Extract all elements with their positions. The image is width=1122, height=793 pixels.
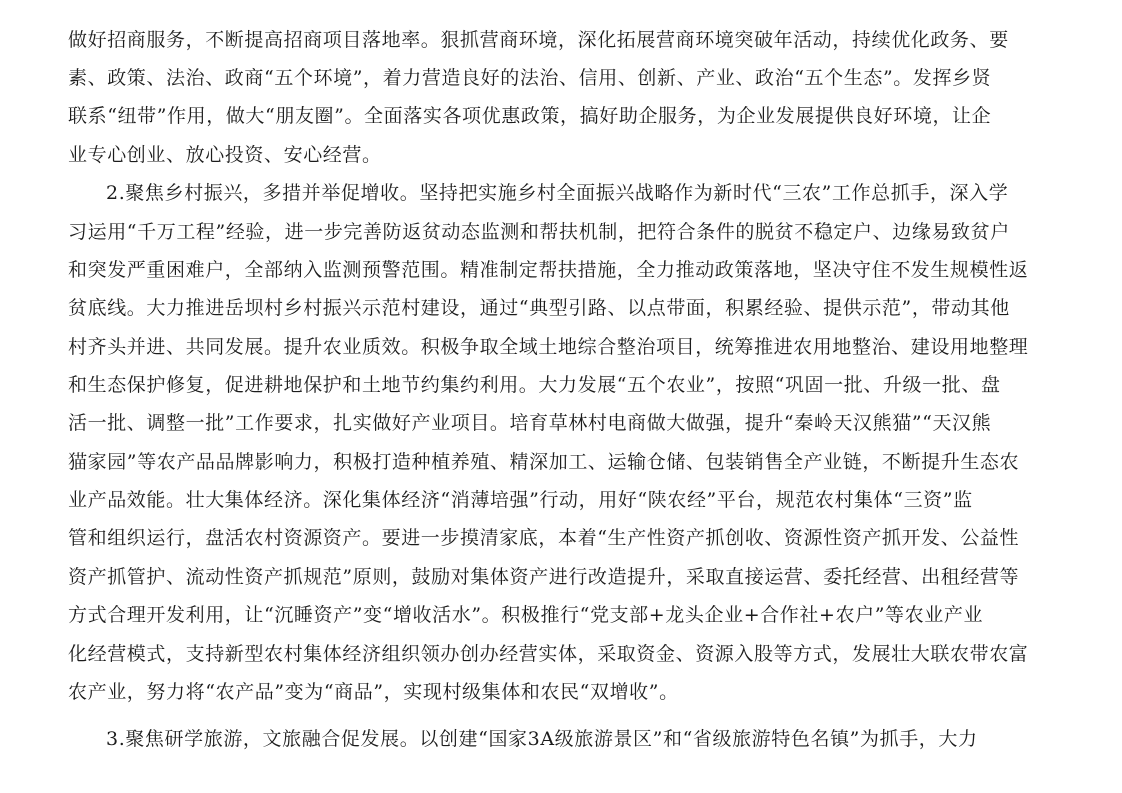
text-line: 农产业，努力将“农产品”变为“商品”，实现村级集体和农民“双增收”。 xyxy=(68,681,679,703)
text-line: 联系“纽带”作用，做大“朋友圈”。全面落实各项优惠政策，搞好助企服务，为企业发展提供良好环境，让企 xyxy=(68,105,992,127)
text-line: 活一批、调整一批”工作要求，扎实做好产业项目。培育草林村电商做大做强，提升“秦岭天汉熊猫”“天汉熊 xyxy=(68,412,992,434)
paragraph-start-line: 3.聚焦研学旅游，文旅融合促发展。以创建“国家3A级旅游景区”和“省级旅游特色名镇”为抓手，大力 xyxy=(106,728,978,750)
text-line: 村齐头并进、共同发展。提升农业质效。积极争取全域土地综合整治项目，统筹推进农用地整治、建设用地整理 xyxy=(68,336,1029,358)
text-line: 猫家园”等农产品品牌影响力，积极打造种植养殖、精深加工、运输仓储、包装销售全产业链，不断提升生态农 xyxy=(68,451,1020,473)
text-line: 方式合理开发利用，让“沉睡资产”变“增收活水”。积极推行“党支部+龙头企业+合作社+农户”等农业产业 xyxy=(68,604,984,626)
text-line: 和生态保护修复，促进耕地保护和土地节约集约利用。大力发展“五个农业”，按照“巩固一批、升级一批、盘 xyxy=(68,374,1001,396)
text-line: 资产抓管护、流动性资产抓规范”原则，鼓励对集体资产进行改造提升，采取直接运营、委托经营、出租经营等 xyxy=(68,566,1020,588)
text-line: 管和组织运行，盘活农村资源资产。要进一步摸清家底，本着“生产性资产抓创收、资源性资产抓开发、公益性 xyxy=(68,527,1020,549)
text-line: 习运用“千万工程”经验，进一步完善防返贫动态监测和帮扶机制，把符合条件的脱贫不稳定户、边缘易致贫户 xyxy=(68,221,1010,243)
text-line: 和突发严重困难户，全部纳入监测预警范围。精准制定帮扶措施，全力推动政策落地，坚决守住不发生规模性返 xyxy=(68,259,1029,281)
text-line: 化经营模式，支持新型农村集体经济组织领办创办经营实体，采取资金、资源入股等方式，发展壮大联农带农富 xyxy=(68,643,1029,665)
text-line: 业产品效能。壮大集体经济。深化集体经济“消薄培强”行动，用好“陕农经”平台，规范农村集体“三资”监 xyxy=(68,489,973,511)
text-line: 贫底线。大力推进岳坝村乡村振兴示范村建设，通过“典型引路、以点带面，积累经验、提供示范”，带动其他 xyxy=(68,297,1010,319)
text-line: 做好招商服务，不断提高招商项目落地率。狠抓营商环境，深化拓展营商环境突破年活动，持续优化政务、要 xyxy=(68,29,1009,51)
paragraph-start-line: 2.聚焦乡村振兴，多措并举促增收。坚持把实施乡村全面振兴战略作为新时代“三农”工作总抓手，深入学 xyxy=(106,182,1009,204)
text-line: 业专心创业、放心投资、安心经营。 xyxy=(68,144,382,166)
text-line: 素、政策、法治、政商“五个环境”，着力营造良好的法治、信用、创新、产业、政治“五个生态”。发挥乡贤 xyxy=(68,67,992,89)
